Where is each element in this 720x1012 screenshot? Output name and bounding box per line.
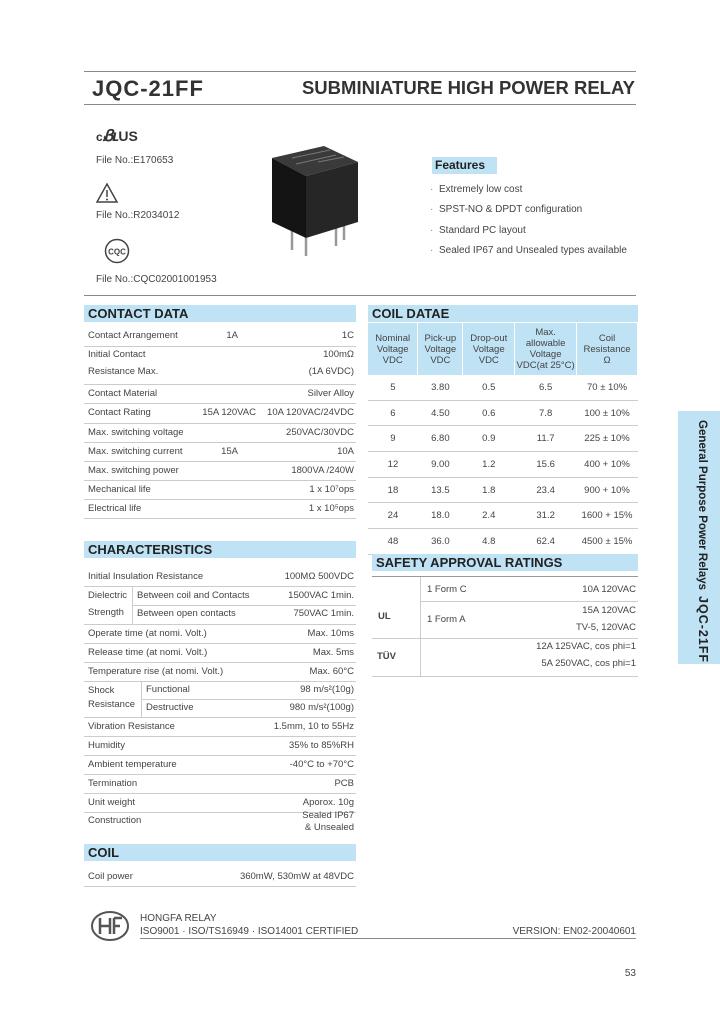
side-tab-category: General Purpose Power Relays [696, 420, 708, 591]
temperature-rise-row: Temperature rise (at nomi. Volt.) Max. 60°C [84, 663, 356, 682]
coil-power-row: Coil power 360mW, 530mW at 48VDC [84, 867, 356, 887]
tuv-value-2: 5A 250VAC, cos phi=1 [541, 658, 636, 669]
features-heading: Features [432, 157, 497, 174]
contact-rating-row: Contact Rating 15A 120VAC 10A 120VAC/24VDC [84, 404, 356, 424]
shock-resistance-row: Shock Resistance Functional 98 m/s²(10g) Destructive 980 m/s²(100g) [84, 682, 356, 718]
ul-mark-icon: cᏰʟUS [96, 128, 138, 145]
table-row: 5 3.80 0.5 6.5 70 ± 10% [368, 375, 638, 400]
safety-row-divider [420, 601, 638, 602]
dropout-voltage-header: Drop-out Voltage VDC [463, 323, 515, 375]
table-row: 18 13.5 1.8 23.4 900 + 10% [368, 477, 638, 503]
initial-contact-resistance-row: Initial Contact Resistance Max. 100mΩ (1A 6VDC) [84, 347, 356, 385]
company-name: HONGFA RELAY [140, 913, 217, 924]
product-title: SUBMINIATURE HIGH POWER RELAY [301, 77, 635, 98]
contact-arrangement-row: Contact Arrangement 1A 1C [84, 327, 356, 347]
ul-form-a-value-1: 15A 120VAC [582, 605, 636, 616]
contact-data-heading: CONTACT DATA [84, 305, 356, 322]
safety-heading: SAFETY APPROVAL RATINGS [372, 554, 638, 571]
table-row: 12 9.00 1.2 15.6 400 + 10% [368, 452, 638, 478]
release-time-row: Release time (at nomi. Volt.) Max. 5ms [84, 644, 356, 663]
safety-top-rule [372, 576, 638, 577]
tuv-file-number: File No.:R2034012 [96, 210, 180, 221]
termination-row: Termination PCB [84, 775, 356, 794]
max-switching-voltage-row: Max. switching voltage 250VAC/30VDC [84, 424, 356, 443]
max-switching-power-row: Max. switching power 1800VA /240W [84, 462, 356, 481]
dielectric-strength-row: Dielectric Strength Between coil and Contacts 1500VAC 1min. Between open contacts 750VAC 1min. [84, 587, 356, 625]
header-bottom-rule [84, 104, 636, 105]
safety-column-divider [420, 577, 421, 677]
characteristics-heading: CHARACTERISTICS [84, 541, 356, 558]
feature-item: · Extremely low cost [430, 184, 523, 195]
table-row: 24 18.0 2.4 31.2 1600 + 15% [368, 503, 638, 529]
max-switching-current-row: Max. switching current 15A 10A [84, 443, 356, 462]
ul-form-a-label: 1 Form A [427, 614, 466, 625]
ul-form-c-value: 10A 120VAC [582, 584, 636, 595]
tuv-triangle-icon [95, 182, 119, 204]
model-title: JQC-21FF [92, 76, 204, 101]
pickup-voltage-header: Pick-up Voltage VDC [418, 323, 463, 375]
unit-weight-row: Unit weight Aporox. 10g [84, 794, 356, 813]
coil-data-table [368, 323, 638, 555]
ul-form-a-value-2: TV-5, 120VAC [575, 622, 636, 633]
cqc-file-number: File No.:CQC02001001953 [96, 274, 217, 285]
electrical-life-row: Electrical life 1 x 10⁵ops [84, 500, 356, 519]
ul-label: UL [378, 611, 391, 622]
mechanical-life-row: Mechanical life 1 x 10⁷ops [84, 481, 356, 500]
cqc-mark-icon [104, 238, 130, 264]
ambient-temperature-row: Ambient temperature -40°C to +70°C [84, 756, 356, 775]
vibration-resistance-row: Vibration Resistance 1.5mm, 10 to 55Hz [84, 718, 356, 737]
table-row: 48 36.0 4.8 62.4 4500 ± 15% [368, 529, 638, 555]
contact-material-row: Contact Material Silver Alloy [84, 385, 356, 404]
nominal-voltage-header: Nominal Voltage VDC [368, 323, 418, 375]
insulation-resistance-row: Initial Insulation Resistance 100MΩ 500VDC [84, 567, 356, 587]
iso-certification: ISO9001 · ISO/TS16949 · ISO14001 CERTIFIED [140, 926, 359, 937]
safety-row-divider [372, 638, 638, 639]
coil-data-heading: COIL DATAE [368, 305, 638, 322]
section-divider [84, 295, 636, 296]
max-allowable-voltage-header: Max. allowable Voltage VDC(at 25°C) [515, 323, 577, 375]
feature-item: · SPST-NO & DPDT configuration [430, 204, 583, 215]
document-version: VERSION: EN02-20040601 [512, 926, 636, 937]
page-number: 53 [624, 968, 636, 979]
coil-heading: COIL [84, 844, 356, 861]
ul-form-c-label: 1 Form C [427, 584, 467, 595]
humidity-row: Humidity 35% to 85%RH [84, 737, 356, 756]
footer-rule [140, 938, 636, 939]
table-row: 6 4.50 0.6 7.8 100 ± 10% [368, 400, 638, 426]
coil-table-header [368, 323, 638, 375]
side-tab-model: JQC-21FF [696, 596, 710, 664]
table-row: 9 6.80 0.9 11.7 225 ± 10% [368, 426, 638, 452]
ul-file-number: File No.:E170653 [96, 155, 174, 166]
hongfa-logo-icon [90, 910, 130, 942]
safety-bottom-rule [372, 676, 638, 677]
svg-text:CQC: CQC [108, 247, 126, 257]
operate-time-row: Operate time (at nomi. Volt.) Max. 10ms [84, 625, 356, 644]
side-tab-text [696, 420, 710, 663]
feature-item: · Sealed IP67 and Unsealed types available [430, 245, 627, 256]
header-top-rule [84, 71, 636, 72]
tuv-label: TÜV [377, 651, 396, 662]
coil-resistance-header: Coil Resistance Ω [577, 323, 638, 375]
construction-row: Construction Sealed IP67 & Unsealed [88, 810, 354, 833]
relay-product-image [262, 138, 372, 260]
tuv-value-1: 12A 125VAC, cos phi=1 [536, 641, 636, 652]
feature-item: · Standard PC layout [430, 225, 526, 236]
